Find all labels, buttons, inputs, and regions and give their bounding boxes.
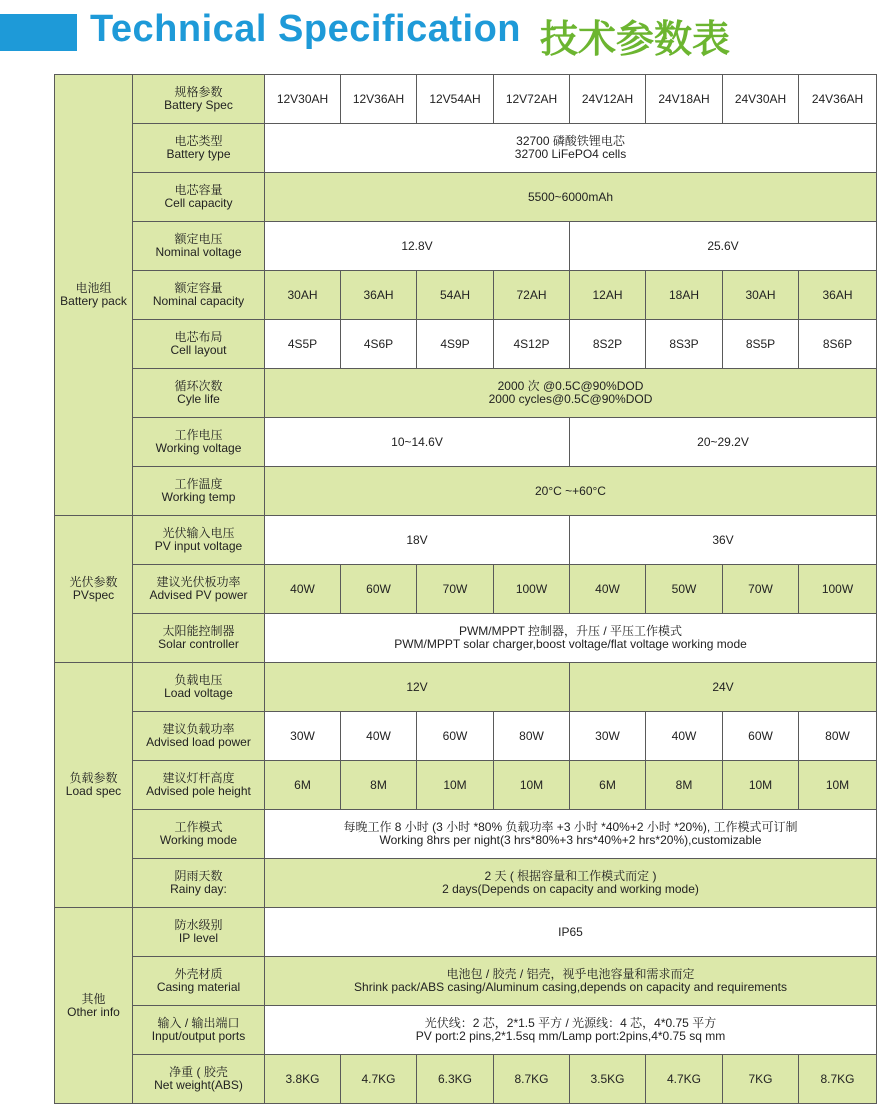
row-label-cn: 电芯类型 [174, 134, 223, 148]
value-cell: 4S9P [417, 320, 494, 369]
value-cell-12v: 18V [265, 516, 570, 565]
row-label-en: Cyle life [177, 392, 220, 406]
value-line-2: 2000 cycles@0.5C@90%DOD [488, 392, 653, 406]
table-row [55, 810, 877, 859]
group-label-en: PVspec [72, 588, 115, 602]
group-cell-battery [55, 75, 133, 516]
table-row [55, 565, 877, 614]
value-cell: 80W [494, 712, 570, 761]
value-cell: 40W [341, 712, 417, 761]
value-cell: 30W [265, 712, 341, 761]
value-cell: 3.5KG [570, 1055, 646, 1104]
row-label-en: PV input voltage [154, 539, 243, 553]
row-label-cn: 电芯布局 [174, 330, 223, 344]
value-cell-merged [265, 810, 877, 859]
row-label-cn: 太阳能控制器 [162, 624, 235, 638]
value-line-1: IP65 [558, 924, 583, 939]
value-cell: 60W [417, 712, 494, 761]
row-label-cn: 净重 ( 胶壳 [169, 1065, 228, 1079]
value-cell: 50W [646, 565, 723, 614]
row-label-cell-capacity [133, 173, 265, 222]
row-label-en: Load voltage [164, 686, 233, 700]
row-label-en: Advised pole height [146, 784, 251, 798]
row-label-en: Net weight(ABS) [154, 1078, 243, 1092]
table-row [55, 908, 877, 957]
value-line-1: 5500~6000mAh [527, 189, 614, 204]
value-cell: 4S12P [494, 320, 570, 369]
value-cell: 6M [265, 761, 341, 810]
row-label-rainy-day [133, 859, 265, 908]
value-cell: 4.7KG [341, 1055, 417, 1104]
value-cell: 72AH [494, 271, 570, 320]
row-label-advised-pole-height [133, 761, 265, 810]
table-row [55, 124, 877, 173]
row-label-cn: 建议灯杆高度 [162, 771, 235, 785]
value-line-1: 电池包 / 胶壳 / 铝壳，视乎电池容量和需求而定 [446, 967, 695, 981]
value-cell: 70W [417, 565, 494, 614]
row-label-cn: 工作电压 [174, 428, 223, 442]
page-title-cn: 技术参数表 [540, 19, 731, 61]
row-label-cn: 建议光伏板功率 [156, 575, 241, 589]
value-cell: 8S5P [723, 320, 799, 369]
row-label-en: Input/output ports [151, 1029, 246, 1043]
row-label-pv-input-voltage [133, 516, 265, 565]
table-row [55, 467, 877, 516]
row-label-cycle-life [133, 369, 265, 418]
value-cell: 30AH [723, 271, 799, 320]
row-label-cn: 工作温度 [174, 477, 223, 491]
row-label-net-weight [133, 1055, 265, 1104]
value-cell: 12V36AH [341, 75, 417, 124]
row-label-en: Nominal voltage [155, 245, 242, 259]
table-row [55, 1006, 877, 1055]
value-cell-24v: 36V [570, 516, 877, 565]
value-line-2: PV port:2 pins,2*1.5sq mm/Lamp port:2pins,4*0.75 sq mm [415, 1029, 726, 1043]
table-row [55, 761, 877, 810]
value-cell: 80W [799, 712, 877, 761]
value-cell-24v: 24V [570, 663, 877, 712]
group-cell-pv [55, 516, 133, 663]
value-cell: 12V72AH [494, 75, 570, 124]
value-cell: 30AH [265, 271, 341, 320]
value-line-1: 2000 次 @0.5C@90%DOD [497, 379, 644, 393]
value-line-2: PWM/MPPT solar charger,boost voltage/flat voltage working mode [394, 637, 747, 651]
table-row [55, 75, 877, 124]
value-cell: 3.8KG [265, 1055, 341, 1104]
row-label-cell-layout [133, 320, 265, 369]
row-label-cn: 阴雨天数 [174, 869, 223, 883]
value-cell: 70W [723, 565, 799, 614]
table-row [55, 663, 877, 712]
row-label-cn: 建议负载功率 [162, 722, 235, 736]
row-label-en: Solar controller [158, 637, 239, 651]
group-label-cn: 光伏参数 [69, 575, 118, 589]
value-cell: 24V36AH [799, 75, 877, 124]
value-cell: 24V12AH [570, 75, 646, 124]
value-line-1: 20°C ~+60°C [535, 483, 606, 498]
value-cell: 60W [723, 712, 799, 761]
value-cell: 8.7KG [494, 1055, 570, 1104]
row-label-cn: 光伏输入电压 [162, 526, 235, 540]
value-cell: 60W [341, 565, 417, 614]
row-label-solar-controller [133, 614, 265, 663]
value-cell: 12V54AH [417, 75, 494, 124]
value-cell: 8.7KG [799, 1055, 877, 1104]
value-cell: 24V30AH [723, 75, 799, 124]
table-row [55, 712, 877, 761]
value-cell-merged [265, 957, 877, 1006]
table-row [55, 957, 877, 1006]
row-label-en: Advised load power [146, 735, 251, 749]
value-cell: 10M [417, 761, 494, 810]
value-cell-12v: 10~14.6V [265, 418, 570, 467]
group-label-cn: 负载参数 [69, 771, 118, 785]
row-label-cn: 外壳材质 [174, 967, 223, 981]
row-label-en: Working temp [161, 490, 236, 504]
value-cell: 100W [494, 565, 570, 614]
value-cell-merged [265, 859, 877, 908]
value-cell: 10M [494, 761, 570, 810]
value-cell: 10M [799, 761, 877, 810]
value-line-1: 每晚工作 8 小时 (3 小时 *80% 负载功率 +3 小时 *40%+2 小时 *20%), 工作模式可订制 [343, 820, 798, 834]
row-label-en: Cell capacity [164, 196, 233, 210]
value-cell: 40W [570, 565, 646, 614]
row-label-cn: 电芯容量 [174, 183, 223, 197]
row-label-cn: 循环次数 [174, 379, 223, 393]
value-cell: 7KG [723, 1055, 799, 1104]
row-label-en: Casing material [156, 980, 241, 994]
value-line-2: 2 days(Depends on capacity and working mode) [442, 882, 699, 896]
value-cell: 8S2P [570, 320, 646, 369]
row-label-en: IP level [178, 931, 219, 945]
value-line-2: 32700 LiFePO4 cells [514, 147, 627, 161]
value-cell: 36AH [341, 271, 417, 320]
row-label-cn: 规格参数 [174, 85, 223, 99]
value-cell: 12V30AH [265, 75, 341, 124]
row-label-casing-material [133, 957, 265, 1006]
row-label-cn: 负载电压 [174, 673, 223, 687]
value-line-1: 32700 磷酸铁锂电芯 [516, 134, 625, 148]
value-cell-merged [265, 124, 877, 173]
value-cell: 4S6P [341, 320, 417, 369]
value-cell: 18AH [646, 271, 723, 320]
group-label-cn: 电池组 [75, 281, 112, 295]
table-row [55, 320, 877, 369]
group-label-cn: 其他 [81, 991, 106, 1006]
value-cell: 40W [646, 712, 723, 761]
spec-table [54, 74, 877, 1104]
row-label-en: Nominal capacity [152, 294, 245, 308]
value-cell-12v: 12V [265, 663, 570, 712]
value-cell: 8M [646, 761, 723, 810]
row-label-cn: 额定容量 [174, 281, 223, 295]
row-label-nominal-voltage [133, 222, 265, 271]
value-cell: 4.7KG [646, 1055, 723, 1104]
value-cell-24v: 25.6V [570, 222, 877, 271]
group-label-en: Other info [67, 1004, 120, 1019]
row-label-en: Working mode [159, 833, 238, 847]
row-label-working-mode [133, 810, 265, 859]
value-cell: 8S3P [646, 320, 723, 369]
value-cell: 100W [799, 565, 877, 614]
row-label-en: Advised PV power [149, 588, 248, 602]
row-label-spec [133, 75, 265, 124]
value-cell-12v: 12.8V [265, 222, 570, 271]
row-label-en: Rainy day: [170, 882, 227, 896]
value-cell-merged [265, 173, 877, 222]
title-accent-bar [0, 14, 77, 51]
value-cell: 6M [570, 761, 646, 810]
row-label-cn: 输入 / 输出端口 [157, 1016, 240, 1030]
row-label-working-temp [133, 467, 265, 516]
value-cell: 54AH [417, 271, 494, 320]
row-label-cn: 工作模式 [174, 820, 223, 834]
value-cell-merged [265, 614, 877, 663]
row-label-cn: 额定电压 [174, 232, 223, 246]
row-label-en: Battery type [166, 147, 231, 161]
table-row [55, 614, 877, 663]
value-cell: 40W [265, 565, 341, 614]
value-cell: 6.3KG [417, 1055, 494, 1104]
row-label-en: Cell layout [170, 343, 227, 357]
value-cell: 30W [570, 712, 646, 761]
row-label-nominal-capacity [133, 271, 265, 320]
group-cell-load [55, 663, 133, 908]
value-line-1: 2 天 ( 根据容量和工作模式而定 ) [484, 869, 657, 883]
row-label-battery-type [133, 124, 265, 173]
row-label-advised-pv-power [133, 565, 265, 614]
value-cell-merged [265, 369, 877, 418]
value-cell: 4S5P [265, 320, 341, 369]
row-label-en: Working voltage [155, 441, 242, 455]
value-cell: 24V18AH [646, 75, 723, 124]
row-label-ip-level [133, 908, 265, 957]
group-label-en: Battery pack [60, 294, 127, 308]
table-row [55, 516, 877, 565]
value-line-2: Shrink pack/ABS casing/Aluminum casing,depends on capacity and requirements [354, 980, 787, 994]
table-row [55, 418, 877, 467]
page-title-en: Technical Specification [90, 8, 522, 50]
value-cell: 10M [723, 761, 799, 810]
value-line-1: PWM/MPPT 控制器，升压 / 平压工作模式 [458, 624, 683, 638]
value-cell-merged [265, 467, 877, 516]
row-label-load-voltage [133, 663, 265, 712]
group-label-en: Load spec [65, 784, 122, 798]
row-label-en: Battery Spec [164, 98, 233, 112]
table-row [55, 859, 877, 908]
value-cell: 12AH [570, 271, 646, 320]
value-cell-merged [265, 908, 877, 957]
value-cell-merged [265, 1006, 877, 1055]
table-row [55, 369, 877, 418]
value-cell: 36AH [799, 271, 877, 320]
value-cell: 8M [341, 761, 417, 810]
table-row [55, 271, 877, 320]
value-line-2: Working 8hrs per night(3 hrs*80%+3 hrs*40%+2 hrs*20%),customizable [379, 833, 762, 847]
table-row [55, 1055, 877, 1104]
value-line-1: 光伏线：2 芯，2*1.5 平方 / 光源线：4 芯，4*0.75 平方 [424, 1016, 717, 1030]
row-label-io-ports [133, 1006, 265, 1055]
group-cell-other [55, 908, 133, 1104]
row-label-cn: 防水级别 [174, 918, 223, 932]
table-row [55, 173, 877, 222]
value-cell: 8S6P [799, 320, 877, 369]
row-label-working-voltage [133, 418, 265, 467]
row-label-advised-load-power [133, 712, 265, 761]
table-row [55, 222, 877, 271]
value-cell-24v: 20~29.2V [570, 418, 877, 467]
